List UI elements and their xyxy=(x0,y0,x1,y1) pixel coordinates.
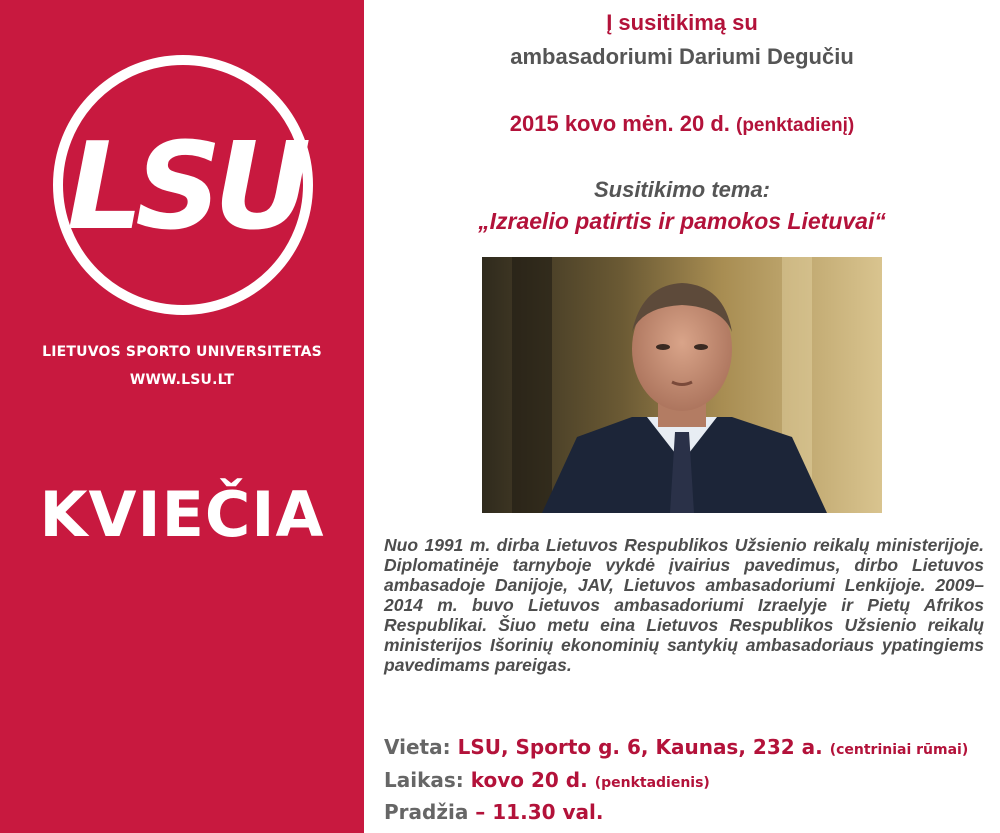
logo-text: LSU xyxy=(66,118,304,257)
topic-label: Susitikimo tema: xyxy=(593,177,771,202)
time-value: kovo 20 d. xyxy=(470,768,588,792)
venue-line xyxy=(384,735,968,759)
invite-heading: KVIEČIA xyxy=(39,478,325,551)
left-panel xyxy=(0,0,364,833)
right-panel xyxy=(364,0,1000,833)
university-name: LIETUVOS SPORTO UNIVERSITETAS xyxy=(42,344,322,360)
venue-value: LSU, Sporto g. 6, Kaunas, 232 a. xyxy=(457,735,823,759)
start-line xyxy=(384,800,603,824)
date-main: 2015 kovo mėn. 20 d. xyxy=(509,111,730,136)
start-value: – 11.30 val. xyxy=(475,800,604,824)
topic-title: „Izraelio patirtis ir pamokos Lietuvai“ xyxy=(478,208,886,234)
date-day: (penktadienį) xyxy=(736,115,855,136)
venue-label: Vieta: xyxy=(384,735,451,759)
time-note: (penktadienis) xyxy=(594,775,710,791)
header-line1: Į susitikimą su xyxy=(606,10,758,35)
start-label: Pradžia xyxy=(384,800,469,824)
venue-note: (centriniai rūmai) xyxy=(829,742,969,758)
time-line xyxy=(384,768,710,792)
lsu-logo xyxy=(48,50,318,320)
portrait-photo xyxy=(482,257,882,513)
time-label: Laikas: xyxy=(384,768,464,792)
website-label: WWW.LSU.LT xyxy=(129,372,235,388)
bio-paragraph: Nuo 1991 m. dirba Lietuvos Respublikos Užsienio reikalų ministerijoje. Diplomatinėje tarnyboje vykdė įvairius pavedimus, dirbo Lietuvos ambasadoje Danijoje, JAV, Lietuvos ambasadoriumi Lenkijoje. 2009–2014 m. buvo Lietuvos ambasadoriumi Izraelyje ir Pietų Afrikos Respublikai. Šiuo metu eina Lietuvos Respublikos Užsienio reikalų ministerijos Išorinių ekonominių santykių ambasadoriaus ypatingiems pavedimams pareigas. xyxy=(384,535,984,675)
event-date xyxy=(364,111,1000,137)
portrait-illustration xyxy=(482,257,882,513)
ambassador-name: ambasadoriumi Dariumi Degučiu xyxy=(510,44,854,69)
